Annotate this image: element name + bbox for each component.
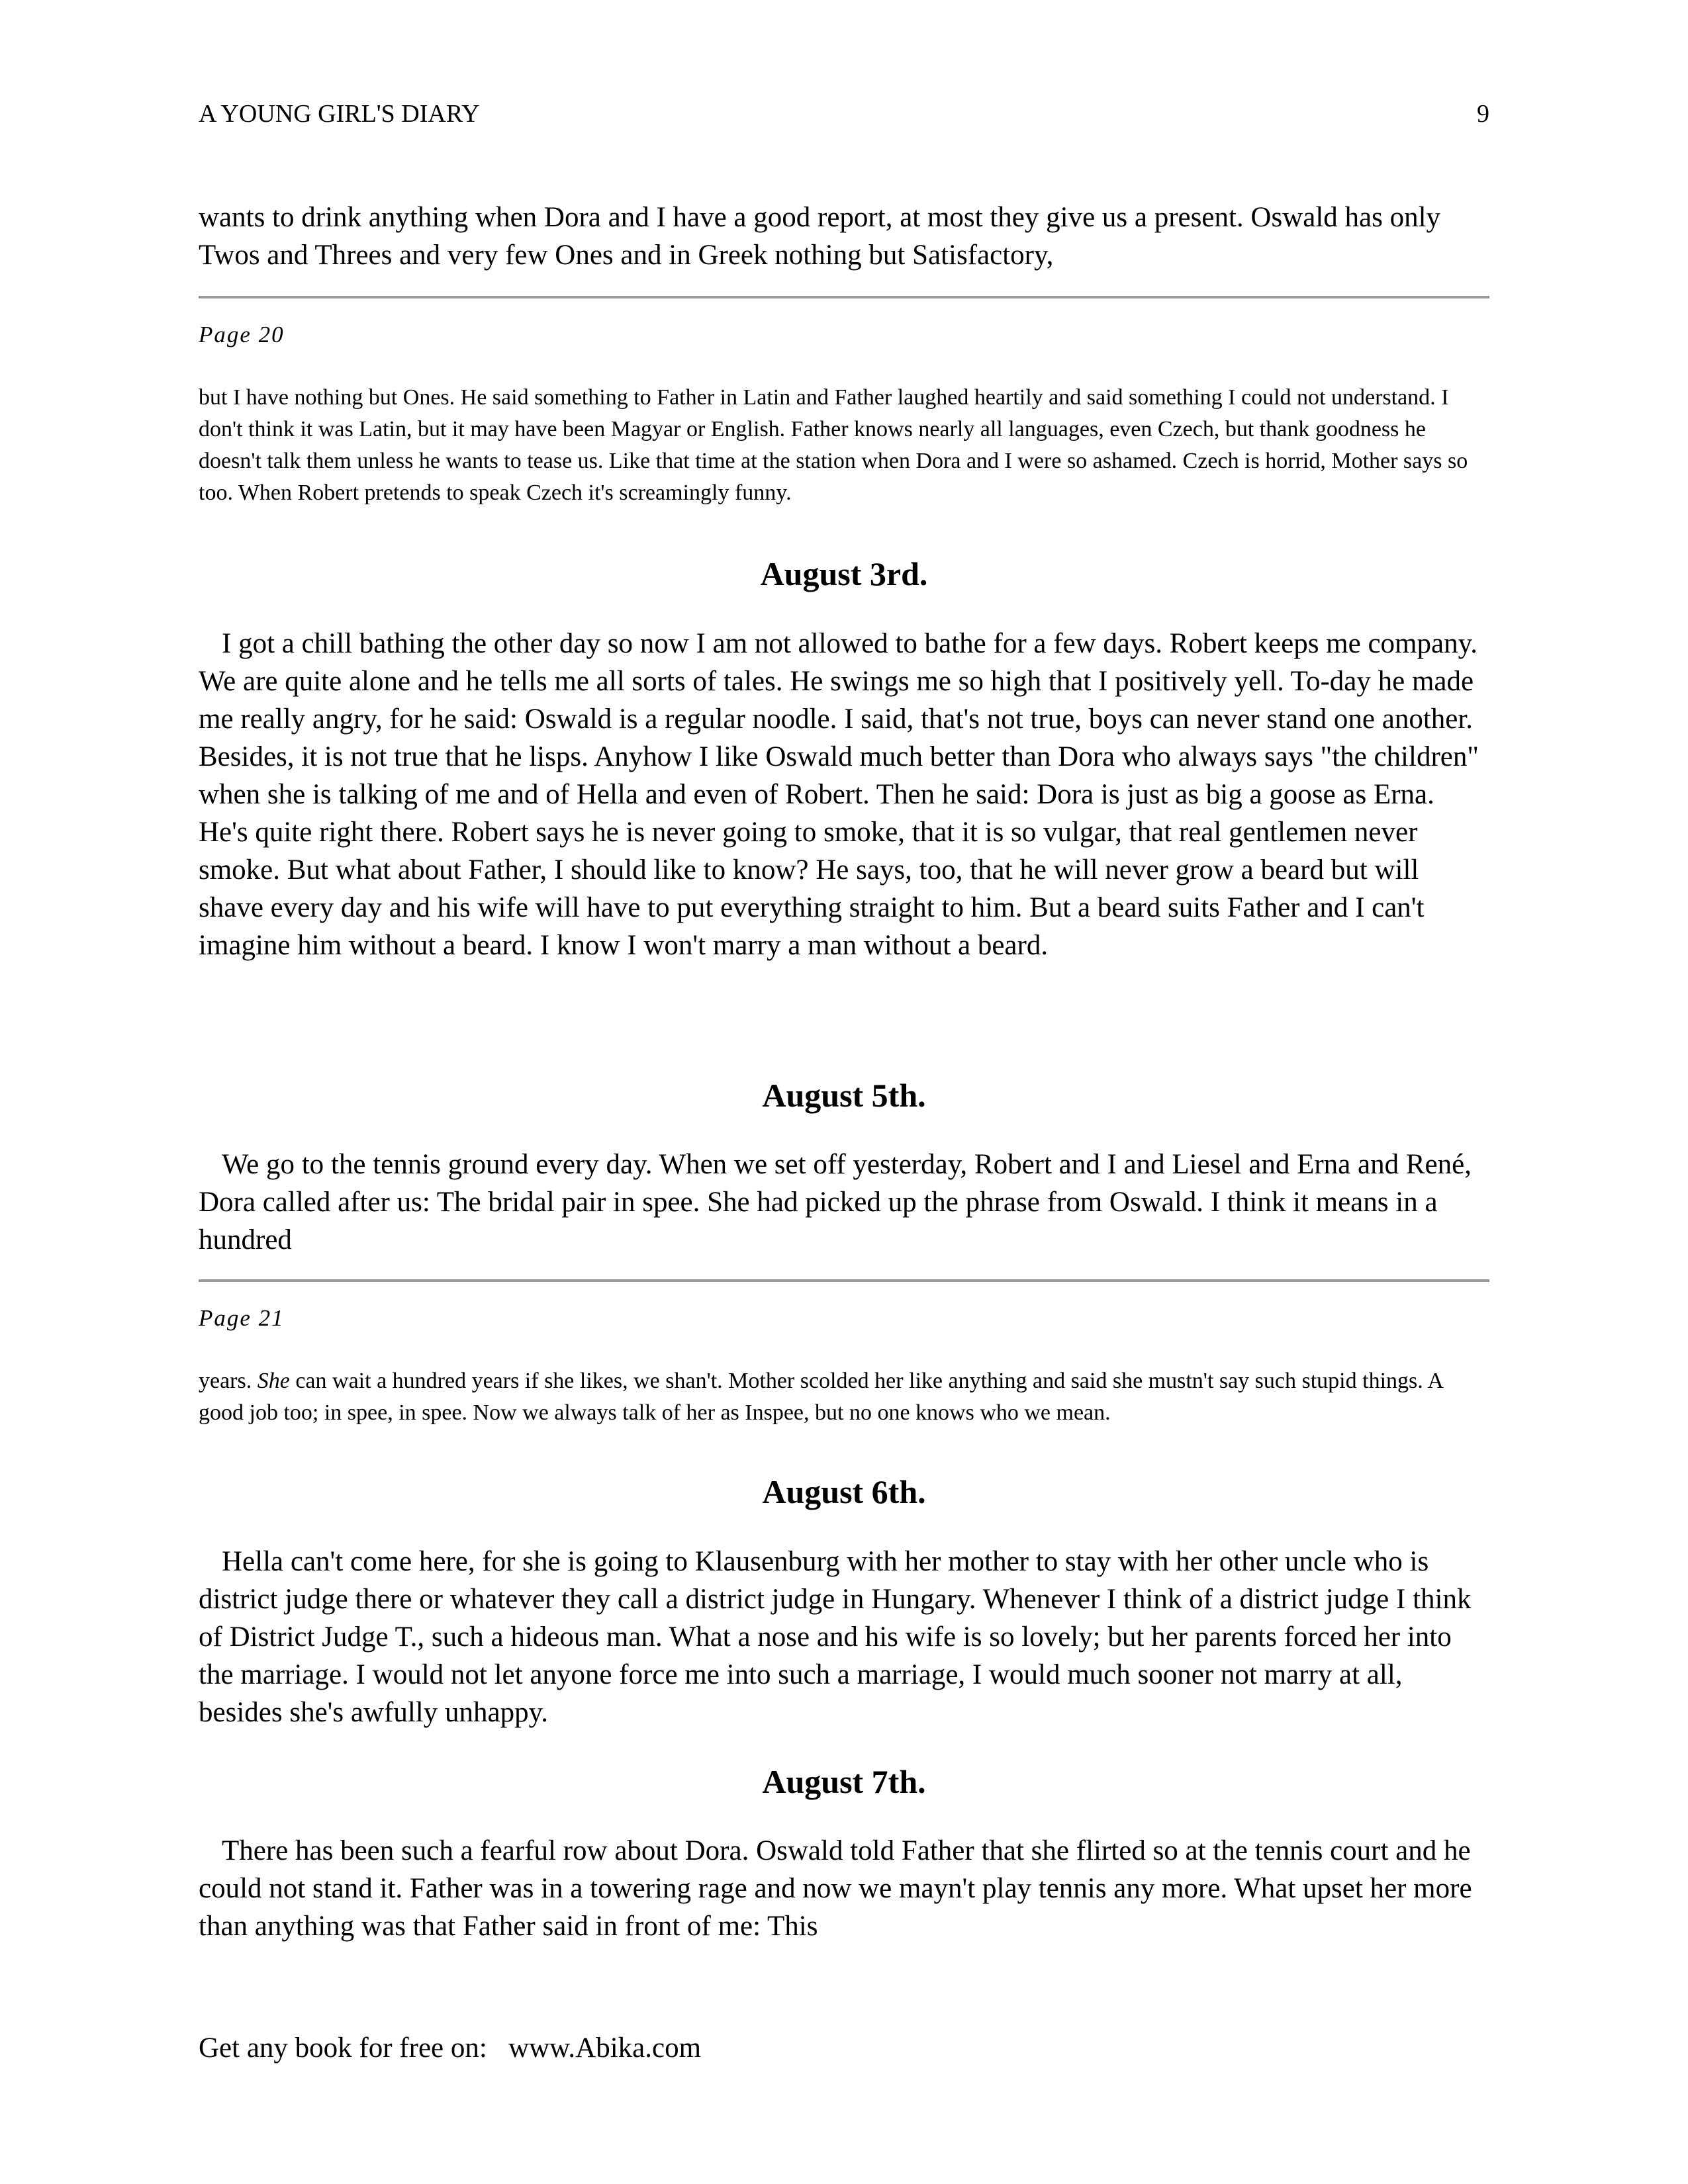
entry-heading-aug5: August 5th. (762, 1077, 926, 1114)
page-number: 9 (1477, 100, 1489, 128)
entry-heading-aug7: August 7th. (762, 1763, 926, 1800)
page-marker-21: Page 21 (199, 1305, 285, 1331)
page21-text-start: years. (199, 1369, 252, 1393)
entry-aug7-paragraph: There has been such a fearful row about Dora. Oswald told Father that she flirted so at the tennis court and he could not stand it. Father was in a towering rage and now we mayn't play tennis any more. What upset her more than anything was that Father said in front of me: This (199, 1835, 1472, 1942)
entry-aug3-paragraph: I got a chill bathing the other day so now I am not allowed to bathe for a few days. Robert keeps me company. We are quite alone and he tells me all sorts of tales. He swings me so high that I positively yell. To-day he made me really angry, for he said: Oswald is a regular noodle. I said, that's not true, boys can never stand one another. Besides, it is not true that he lisps. Anyhow I like Oswald much better than Dora who always says "the children" when she is talking of me and of Hella and even of Robert. Then he said: Dora is just as big a goose as Erna. He's quite right there. Robert says he is never going to smoke, that it is so vulgar, that real gentlemen never smoke. But what about Father, I should like to know? He says, too, that he will never grow a beard but will shave every day and his wife will have to put everything straight to him. But a beard suits Father and I can't imagine him without a beard. I know I won't marry a man without a beard. (199, 628, 1479, 961)
page-divider (199, 296, 1489, 298)
book-title: A YOUNG GIRL'S DIARY (199, 100, 480, 128)
entry-heading-aug6: August 6th. (762, 1473, 926, 1510)
page-marker-20: Page 20 (199, 322, 285, 347)
carryover-paragraph: wants to drink anything when Dora and I have a good report, at most they give us a present. Oswald has only Twos and Threes and very few Ones and in Greek nothing but Satisfactory, (199, 202, 1441, 271)
entry-heading-aug3: August 3rd. (760, 555, 928, 592)
page21-text-rest: can wait a hundred years if she likes, we shan't. Mother scolded her like anything and said she mustn't say such stupid things. A good job too; in spee, in spee. Now we always talk of her as Inspee, but no one knows who we mean. (199, 1369, 1443, 1425)
page-divider (199, 1279, 1489, 1282)
entry-aug6-paragraph: Hella can't come here, for she is going to Klausenburg with her mother to stay with her other uncle who is district judge there or whatever they call a district judge in Hungary. Whenever I think of a district judge I think of District Judge T., such a hideous man. What a nose and his wife is so lovely; but her parents forced her into the marriage. I would not let anyone force me into such a marriage, I would much sooner not marry at all, besides she's awfully unhappy. (199, 1546, 1472, 1728)
running-header (199, 99, 1489, 139)
footer-promo: Get any book for free on: www.Abika.com (199, 2032, 702, 2064)
page20-paragraph: but I have nothing but Ones. He said something to Father in Latin and Father laughed heartily and said something I could not understand. I don't think it was Latin, but it may have been Magyar or English. Father knows nearly all languages, even Czech, but thank goodness he doesn't talk them unless he wants to tease us. Like that time at the station when Dora and I were so ashamed. Czech is horrid, Mother says so too. When Robert pretends to speak Czech it's screamingly funny. (199, 385, 1468, 505)
page21-emphasis: She (257, 1369, 290, 1393)
page21-paragraph (199, 1365, 1489, 1429)
entry-aug5-paragraph: We go to the tennis ground every day. When we set off yesterday, Robert and I and Liesel and Erna and René, Dora called after us: The bridal pair in spee. She had picked up the phrase from Oswald. I think it means in a hundred (199, 1149, 1472, 1255)
